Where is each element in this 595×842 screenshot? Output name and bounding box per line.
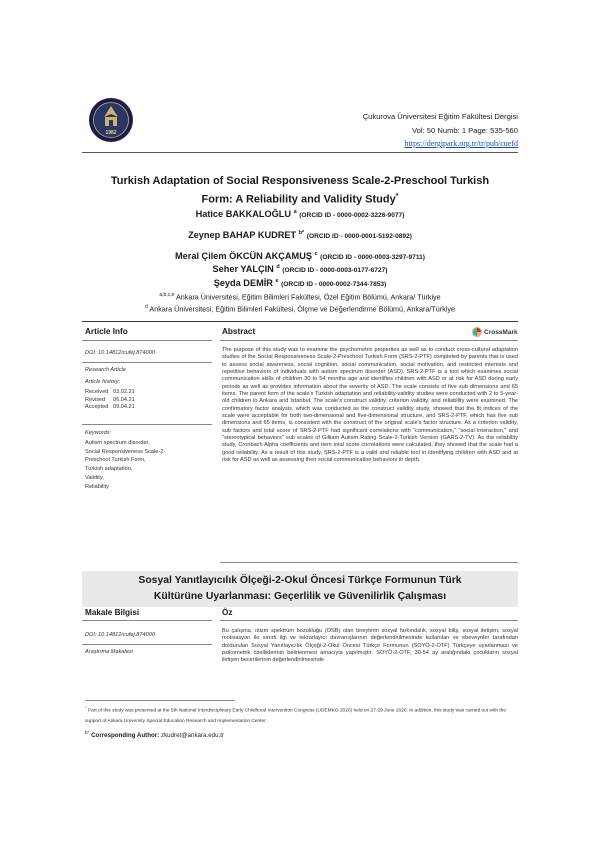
affiliation-sup: a,b,c,e — [159, 292, 175, 298]
paper-title — [82, 173, 518, 208]
university-logo — [88, 97, 134, 143]
author-sup: d — [276, 264, 280, 270]
info-divider — [82, 362, 212, 363]
keyword: Social Responsiveness Scale-2- — [85, 448, 166, 455]
oz-divider — [220, 620, 518, 621]
affiliation-text: Ankara Üniversitesi, Eğitim Bilimleri Fakültesi, Ölçme ve Değerlendirme Bölümü, Ankara/Türkiye — [149, 304, 455, 314]
title-line-2: Form: A Reliability and Validity Study — [201, 193, 396, 206]
logo-year: 1982 — [105, 130, 117, 136]
author-orcid: (ORCID ID - 0000-0001-5192-0892) — [306, 233, 412, 241]
header-divider — [82, 152, 518, 153]
oz-heading: Öz — [222, 608, 233, 617]
turkish-title-line-2: Kültürüne Uyarlanması: Geçerlilik ve Güvenilirlik Çalışması — [153, 591, 447, 602]
abstract-divider — [220, 340, 518, 341]
section-divider — [82, 321, 518, 322]
keywords-label: Keywords: — [85, 430, 112, 436]
keyword: Preschool Turkish Form, — [85, 457, 146, 464]
keyword: Reliability — [85, 483, 109, 490]
keyword: Turkish adaptation, — [85, 466, 133, 473]
author-sup: c — [314, 251, 318, 257]
info-divider — [82, 424, 212, 425]
abstract-heading: Abstract — [222, 327, 256, 336]
abstract-end-divider — [220, 562, 518, 563]
corr-sup: b* — [85, 730, 90, 735]
oz-text: Bu çalışma, otizm spektrum bozukluğu (OSB) olan bireylerin sosyal farkındalık, sosyal biliş, sosyal iletişim, sosyal motivasyon ile sınırlı ilgi ve tekrarlayıcı davranışlarının değerlendirilmesinde kullanılan ve ebeveynler tarafından doldurulan Sosyal Yanıtlayıcılık Ölçeği-2-Okul Öncesi Türkçe Formunun (SOYÖ-2-OTF) Türkçeye uyarlanması ve psikometrik özelliklerinin belirlenmesi amacıyla yapılmıştır. SOYÖ-2-OTF, 30-54 ay aralığındaki çocukların sosyal iletişim becerilerinin değerlendirilmesinde — [222, 628, 518, 664]
footnote-mark: * — [85, 705, 87, 710]
author-name: Meral Çilem ÖKCÜN AKÇAMUŞ — [175, 251, 312, 262]
article-type: Research Article — [85, 367, 126, 373]
article-history — [85, 389, 215, 412]
affiliation-sup: d — [145, 304, 148, 310]
author-name: Seher YALÇIN — [212, 264, 274, 275]
info-divider — [82, 644, 212, 645]
author-orcid: (ORCID ID - 0000-0002-7344-7853) — [281, 281, 387, 289]
affiliation-text: Ankara Üniversitesi, Eğitim Bilimleri Fakültesi, Özel Eğitim Bölümü, Ankara/ Türkiye — [175, 292, 441, 302]
author-sup: b* — [298, 230, 305, 236]
author-5 — [82, 278, 518, 288]
footnote-divider — [85, 700, 235, 701]
footnote-text: Part of this study was presented at the 5th National Interdisciplinary Early Childhood Intervention Congress (UDEMKO 2020) held on 27-29 June 2020. In addition, this study was carried out with the support of Ankara University Special Education Research and Implementation Center. — [85, 708, 506, 724]
makale-bilgisi-heading: Makale Bilgisi — [85, 608, 140, 617]
affiliation-1 — [82, 292, 518, 301]
history-key: Revised — [85, 396, 106, 403]
turkish-title-line-1: Sosyal Yanıtlayıcılık Ölçeği-2-Okul Öncesi Türkçe Formunun Türk — [138, 575, 462, 586]
keyword: Validity, — [85, 474, 104, 481]
affiliation-2 — [82, 304, 518, 313]
journal-url-link[interactable]: https://dergipark.org.tr/tr/pub/cuefd — [404, 139, 518, 148]
title-line-1: Turkish Adaptation of Social Responsiveness Scale-2-Preschool Turkish — [110, 175, 490, 187]
turkish-article-type: Araştırma Makalesi — [85, 649, 133, 655]
history-date: 09.04.21 — [113, 404, 135, 411]
history-row — [85, 389, 215, 397]
crossmark-badge[interactable] — [472, 327, 518, 337]
turkish-doi: DOI: 10.14812/cufej.874000 — [85, 632, 155, 638]
author-name: Şeyda DEMİR — [213, 278, 273, 289]
journal-name: Çukurova Üniversitesi Eğitim Fakültesi Dergisi — [362, 112, 518, 121]
author-orcid: (ORCID ID - 0000-0002-3226-9077) — [299, 212, 405, 220]
corr-label: Corresponding Author: — [91, 732, 160, 740]
corr-email[interactable]: zkudret@ankara.edu.tr — [160, 732, 225, 740]
article-doi: DOI: 10.14812/cufej.874000 — [85, 350, 155, 356]
author-name: Zeynep BAHAP KUDRET — [188, 230, 297, 241]
info-divider — [82, 620, 212, 621]
crossmark-label: CrossMark — [484, 328, 518, 336]
turkish-title — [82, 573, 518, 605]
history-key: Received — [85, 389, 109, 395]
author-3 — [82, 251, 518, 261]
author-1 — [82, 209, 518, 219]
author-name: Hatice BAKKALOĞLU — [195, 209, 292, 220]
author-sup: a — [293, 209, 297, 215]
abstract-text: The purpose of this study was to examine the psychometric properties as well as to conduct cross-cultural adaptation studies of the Social Responsiveness Scale-2-Preschool Turkish Form (SRS-2-PTF) completed by parents that is used to assess social awareness, social cognition, social communication, social motivation, and restricted interests and repetitive behaviors of individuals with autism spectrum disorder (ASD). SRS-2-PTF is a tool which examines social communication skills of children 30 to 54 months age and identifies children with ASD or at risk for ASD during early periods as well as provides information about the severity of ASD. The scale consists of five sub dimensions and 65 items. The parent form of the scale's Turkish adaptation and reliability-validity studies were conducted with 2 to 5-year-old children in Ankara and Istanbul. The scale's construct validity, criterion validity, and reliability were examined. The confirmatory factor analysis, which was conducted as the construct validity study, showed that the fit indices of the scale were acceptable for both two-dimensional and five-dimensional structure, and SRS-2-PTF, which has five sub dimensions and 65 items, is consistent with the construct of the original scale's factor structure. As a criterion validity, sub factors and total score of SRS-2-PTF had significant correlations with "communication," "social interaction," and "stereotypical behaviors" sub scales of Gilliam Autism Rating Scale-2-Turkish Version (GARS-2-TV). As the reliability study, Cronbach Alpha coefficients and item total score correlations were calculated, they showed that the scale had a good reliability. As a result of this study, SRS-2-PTF is a valid and reliable tool in identifying children with ASD and at risk for ASD as well as assessing their social communication behaviors in depth. — [222, 347, 518, 464]
footnote-1 — [85, 703, 515, 727]
corresponding-author — [85, 730, 224, 739]
keyword: Autism spectrum disorder, — [85, 440, 150, 446]
history-row — [85, 404, 215, 412]
author-orcid: (ORCID ID - 0000-0003-3297-9711) — [320, 254, 425, 262]
journal-info — [316, 110, 518, 151]
history-label: Article history: — [85, 379, 121, 385]
history-date: 06.04.21 — [113, 396, 135, 403]
keywords-list — [85, 439, 215, 491]
author-2 — [82, 230, 518, 240]
history-date: 03.02.21 — [113, 389, 135, 395]
crossmark-icon — [472, 327, 482, 337]
author-4 — [82, 264, 518, 274]
history-row — [85, 397, 215, 405]
author-orcid: (ORCID ID - 0000-0003-0177-6727) — [282, 267, 388, 275]
title-footnote-mark: * — [395, 193, 399, 200]
history-key: Accepted — [85, 404, 109, 411]
author-sup: e — [275, 278, 279, 284]
info-divider — [82, 340, 212, 341]
article-info-heading: Article Info — [85, 327, 128, 336]
journal-issue: Vol: 50 Numb: 1 Page: 535-560 — [412, 125, 518, 135]
